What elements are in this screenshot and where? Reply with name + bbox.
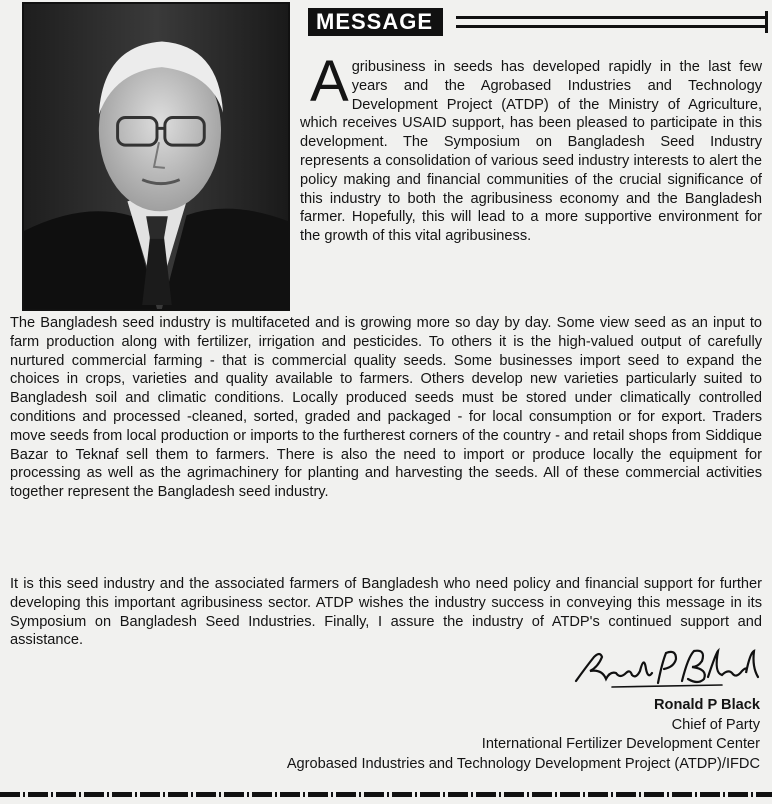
drop-cap: A (310, 49, 349, 114)
heading-double-rule (456, 16, 768, 28)
bottom-dashed-rule (0, 792, 772, 797)
signatory-name: Ronald P Black (654, 697, 760, 713)
sign-off-block (287, 696, 760, 774)
signatory-title: Chief of Party (671, 716, 760, 733)
heading-title: MESSAGE (308, 8, 443, 36)
signatory-organization: International Fertilizer Development Center (481, 736, 760, 752)
portrait-photo (22, 2, 290, 311)
paragraph-support: It is this seed industry and the associated farmers of Bangladesh who need policy and financial support for further developing this important agribusiness sector. ATDP wishes the industry success in conveying this message in its Symposium on Bangladesh Seed Industries. Finally, I assure the industry of ATDP's continued support and assistance. (10, 576, 762, 649)
signatory-project: Agrobased Industries and Technology Development Project (ATDP)/IFDC (286, 755, 760, 772)
paragraph-intro (300, 49, 762, 246)
heading-rule-end (765, 11, 768, 33)
portrait-illustration (24, 4, 288, 309)
handwritten-signature (572, 643, 764, 693)
signature-graphic (572, 643, 764, 693)
paragraph-intro-text: gribusiness in seeds has developed rapidly in the last few years and the Agrobased Industries and Technology Development Project (ATDP) of the Ministry of Agriculture, which receives USAID support, has been pleased to participate in this development. The Symposium on Bangladesh Seed Industry represents a consolidation of various seed industry interests to alert the policy making and financial communities of the crucial significance of this industry to both the agribusiness economy and the Bangladesh farmer. Hopefully, this will lead to a more supportive environment for the growth of this vital agribusiness. (300, 59, 762, 245)
message-heading (308, 8, 768, 36)
paragraph-seed-industry: The Bangladesh seed industry is multifaceted and is growing more so day by day. Some view seed as an input to farm production along with fertilizer, irrigation and pesticides. To others it is the high-valued output of carefully nurtured commercial farming - that is commercial quality seeds. Some businesses import seed to expand the choices in crops, varieties and quality available to farmers. Others develop new varieties particularly suited to Bangladesh soil and climatic conditions. Locally produced seeds must be stored under climatically controlled conditions and processed -cleaned, sorted, graded and packaged - for local consumption or for export. Traders move seeds from local production or imports to the furtherest corners of the country - and retail shops from Siddique Bazar to Teknaf sell them to farmers. There is also the need to import or produce locally the equipment for processing as well as the agrimachinery for planting and harvesting the seeds. All of these commercial activities together represent the Bangladesh seed industry. (10, 315, 762, 501)
